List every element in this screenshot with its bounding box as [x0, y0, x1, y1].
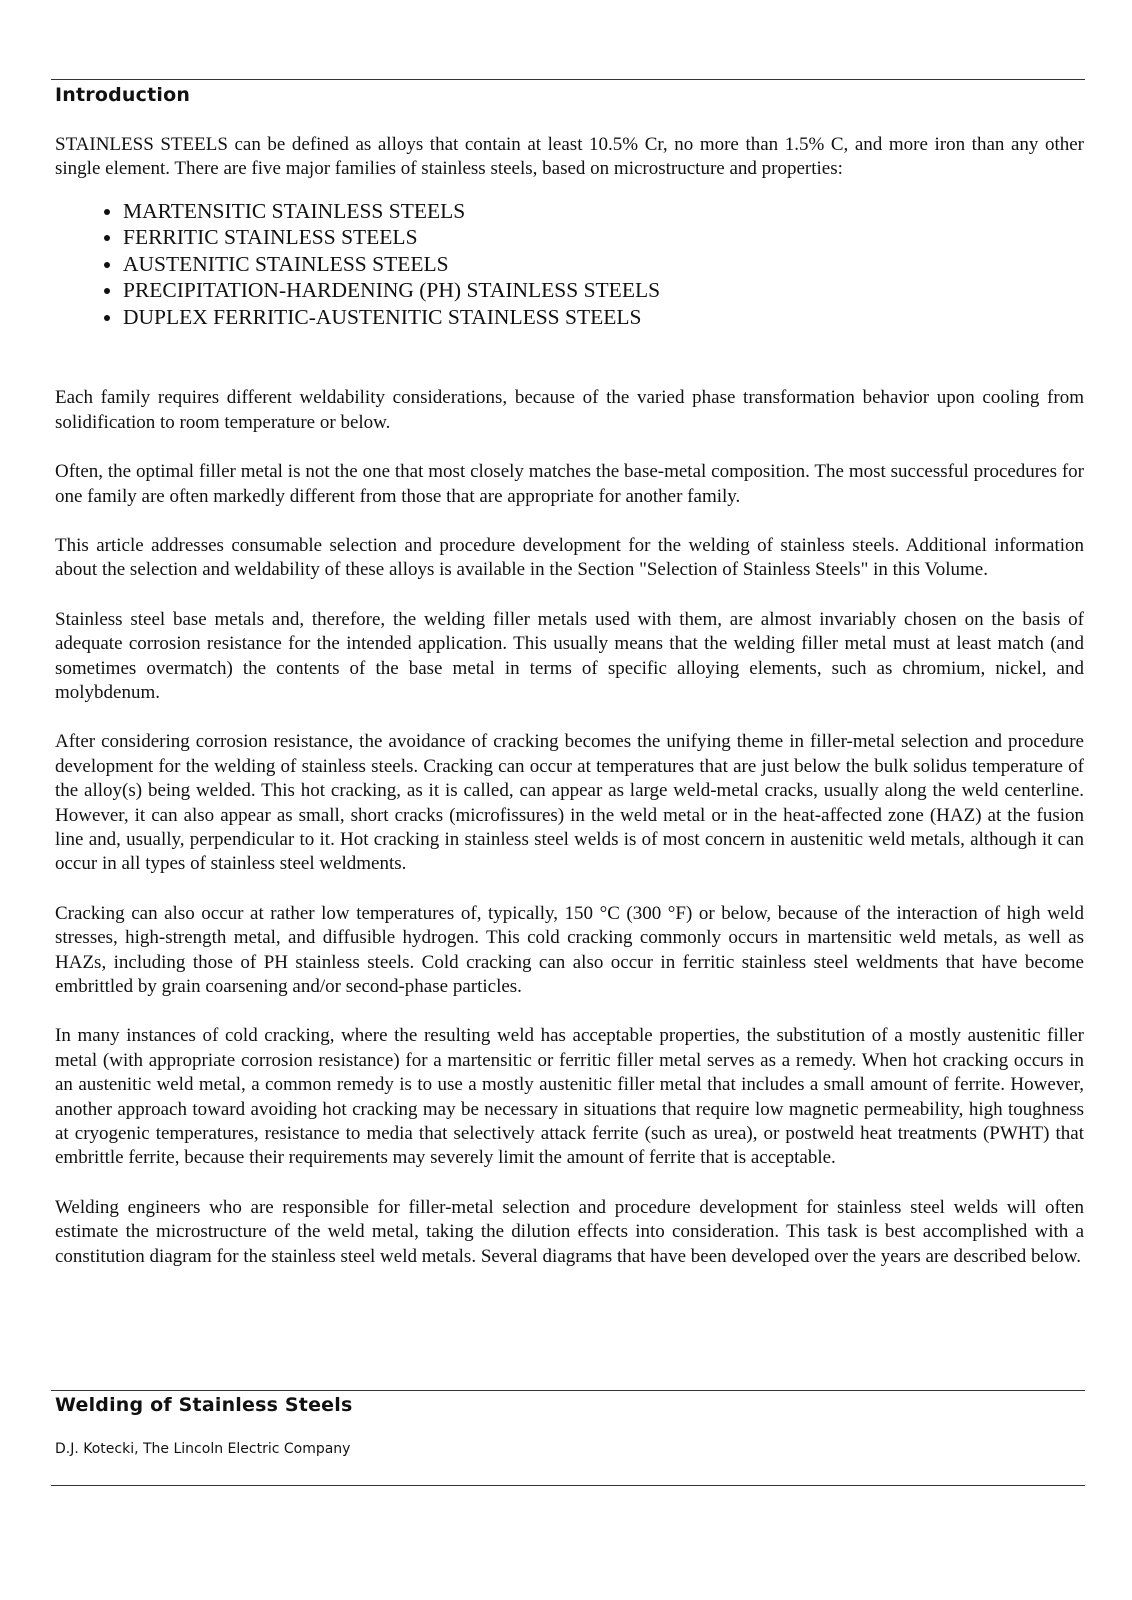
body-paragraph: Each family requires different weldability considerations, because of the varied phase transformation behavior upon cooling from solidification to room temperature or below.	[55, 387, 1084, 433]
family-item: • FERRITIC STAINLESS STEELS	[123, 224, 1084, 251]
family-item: • MARTENSITIC STAINLESS STEELS	[123, 198, 1084, 225]
body-paragraph: Often, the optimal filler metal is not the one that most closely matches the base-metal composition. The most successful procedures for one family are often markedly different from those that are appropriate for another family.	[55, 461, 1084, 507]
body-paragraph: In many instances of cold cracking, where the resulting weld has acceptable properties, the substitution of a mostly austenitic filler metal (with appropriate corrosion resistance) for a martensitic or ferritic filler metal serves as a remedy. When hot cracking occurs in an austenitic weld metal, a common remedy is to use a mostly austenitic filler metal that includes a small amount of ferrite. However, another approach toward avoiding hot cracking may be necessary in situations that require low magnetic permeability, high toughness at cryogenic temperatures, resistance to media that selectively attack ferrite (such as urea), or postweld heat treatments (PWHT) that embrittle ferrite, because their requirements may severely limit the amount of ferrite that is acceptable.	[55, 1025, 1084, 1169]
section-heading: Introduction	[55, 84, 191, 106]
footer-title: Welding of Stainless Steels	[55, 1394, 353, 1416]
body-paragraph: This article addresses consumable selection and procedure development for the welding of stainless steels. Additional information about the selection and weldability of these alloys is available in the Section "Selection of Stainless Steels" in this Volume.	[55, 534, 1084, 581]
body-paragraph: Stainless steel base metals and, therefore, the welding filler metals used with them, are almost invariably chosen on the basis of adequate corrosion resistance for the intended application. This usually means that the welding filler metal must at least match (and sometimes overmatch) the contents of the base metal in terms of specific alloying elements, such as chromium, nickel, and molybdenum.	[55, 608, 1084, 703]
footer-top-rule	[51, 1390, 1085, 1391]
body-paragraph: After considering corrosion resistance, the avoidance of cracking becomes the unifying theme in filler-metal selection and procedure development for the welding of stainless steels. Cracking can occur at temperatures that are just below the bulk solidus temperature of the alloy(s) being welded. This hot cracking, as it is called, can appear as large weld-metal cracks, usually along the weld centerline. However, it can also appear as small, short cracks (microfissures) in the weld metal or in the heat-affected zone (HAZ) at the fusion line and, usually, perpendicular to it. Hot cracking in stainless steel welds is of most concern in austenitic weld metals, although it can occur in all types of stainless steel weldments.	[55, 731, 1084, 875]
body-paragraph: Cracking can also occur at rather low temperatures of, typically, 150 °C (300 °F) or below, because of the interaction of high weld stresses, high-strength metal, and diffusible hydrogen. This cold cracking commonly occurs in martensitic weld metals, as well as HAZs, including those of PH stainless steels. Cold cracking can also occur in ferritic stainless steel weldments that have become embrittled by grain coarsening and/or second-phase particles.	[55, 902, 1084, 998]
body-paragraph: Welding engineers who are responsible for filler-metal selection and procedure development for stainless steel welds will often estimate the microstructure of the weld metal, taking the dilution effects into consideration. This task is best accomplished with a constitution diagram for the stainless steel weld metals. Several diagrams that have been developed over the years are described below.	[55, 1196, 1084, 1267]
family-item: • AUSTENITIC STAINLESS STEELS	[123, 251, 1084, 278]
top-rule	[51, 79, 1085, 80]
footer-author: D.J. Kotecki, The Lincoln Electric Company	[55, 1441, 351, 1457]
family-item: • PRECIPITATION-HARDENING (PH) STAINLESS STEELS	[123, 277, 1084, 304]
stainless-families-list	[55, 198, 1084, 331]
footer-bottom-rule	[51, 1485, 1085, 1486]
intro-paragraph: STAINLESS STEELS can be defined as alloys that contain at least 10.5% Cr, no more than 1.5% C, and more iron than any other single element. There are five major families of stainless steels, based on microstructure and properties:	[55, 134, 1084, 180]
article-body	[55, 133, 1084, 1294]
family-item: • DUPLEX FERRITIC-AUSTENITIC STAINLESS STEELS	[123, 304, 1084, 331]
